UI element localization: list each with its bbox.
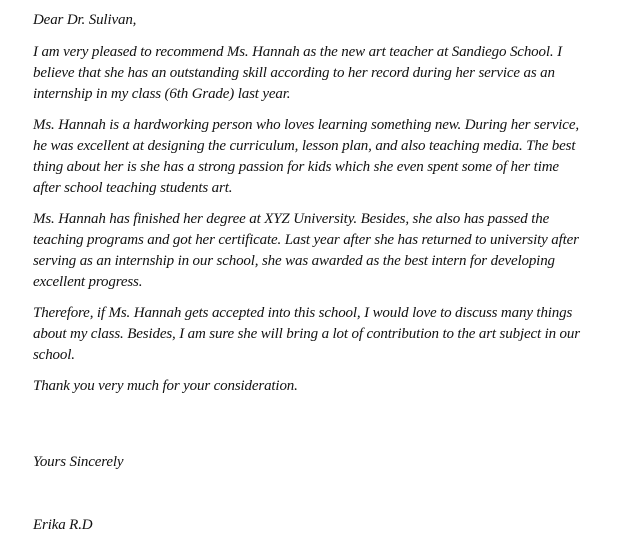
thanks-line: Thank you very much for your consideration. <box>33 378 298 394</box>
paragraph-line: Therefore, if Ms. Hannah gets accepted into this school, I would love to discuss many things <box>33 305 573 321</box>
paragraph-conclusion <box>33 303 633 366</box>
closing: Yours Sincerely <box>33 454 124 470</box>
paragraph-recommendation <box>33 42 633 105</box>
paragraph-line: teaching programs and got her certificate. Last year after she has returned to university after <box>33 232 579 248</box>
paragraph-line: school. <box>33 347 75 363</box>
paragraph-line: Ms. Hannah has finished her degree at XYZ University. Besides, she also has passed the <box>33 211 550 227</box>
paragraph-line: thing about her is she has a strong passion for kids which she even spent some of her time <box>33 159 559 175</box>
paragraph-line: serving as an internship in our school, she was awarded as the best intern for developing <box>33 253 555 269</box>
paragraph-line: after school teaching students art. <box>33 180 233 196</box>
paragraph-qualities <box>33 115 633 199</box>
paragraph-line: about my class. Besides, I am sure she will bring a lot of contribution to the art subject in our <box>33 326 580 342</box>
signature: Erika R.D <box>33 517 93 533</box>
paragraph-line: I am very pleased to recommend Ms. Hannah as the new art teacher at Sandiego School. I <box>33 44 562 60</box>
paragraph-line: believe that she has an outstanding skill according to her record during her service as an <box>33 65 555 81</box>
paragraph-line: he was excellent at designing the curriculum, lesson plan, and also teaching media. The best <box>33 138 576 154</box>
salutation: Dear Dr. Sulivan, <box>33 12 137 28</box>
letter-body <box>33 10 633 397</box>
paragraph-line: excellent progress. <box>33 274 143 290</box>
paragraph-line: Ms. Hannah is a hardworking person who loves learning something new. During her service, <box>33 117 579 133</box>
paragraph-line: internship in my class (6th Grade) last year. <box>33 86 291 102</box>
paragraph-education <box>33 209 633 293</box>
